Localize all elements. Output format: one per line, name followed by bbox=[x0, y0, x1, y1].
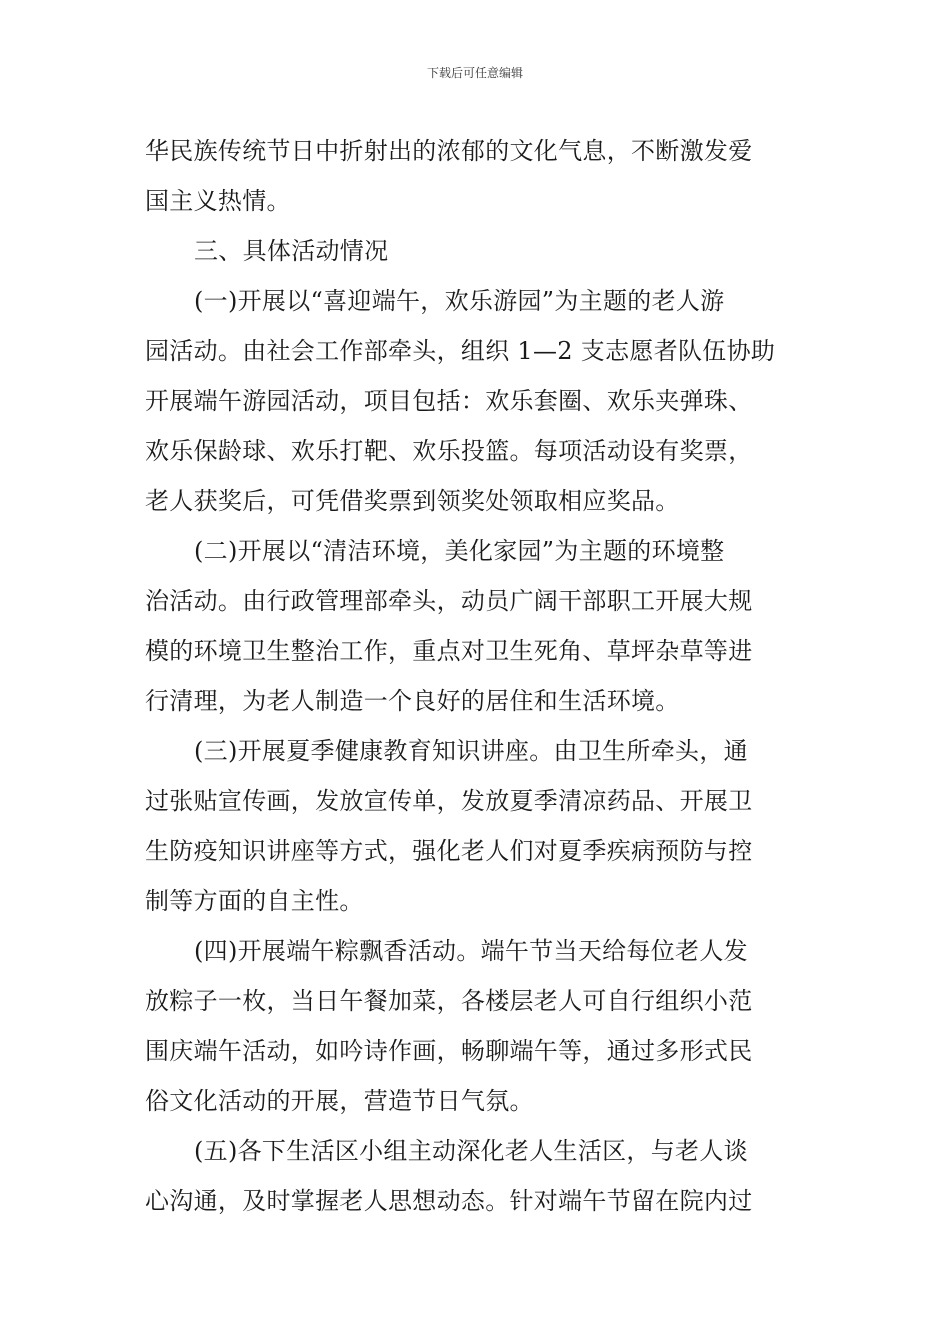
text-line: 放粽子一枚，当日午餐加菜，各楼层老人可自行组织小范 bbox=[145, 987, 753, 1015]
text-line: 制等方面的自主性。 bbox=[145, 887, 364, 915]
text-line: 过张贴宣传画，发放宣传单，发放夏季清凉药品、开展卫 bbox=[145, 787, 753, 815]
document-body bbox=[145, 126, 810, 1226]
text-line: 心沟通，及时掌握老人思想动态。针对端午节留在院内过 bbox=[145, 1187, 753, 1215]
text-line: 老人获奖后，可凭借奖票到领奖处领取相应奖品。 bbox=[145, 487, 680, 515]
text-line: 开展端午游园活动，项目包括：欢乐套圈、欢乐夹弹珠、 bbox=[145, 387, 753, 415]
text-line: (四)开展端午粽飘香活动。端午节当天给每位老人发 bbox=[194, 937, 748, 965]
text-line: (三)开展夏季健康教育知识讲座。由卫生所牵头，通 bbox=[194, 737, 748, 765]
text-line: 欢乐保龄球、欢乐打靶、欢乐投篮。每项活动设有奖票， bbox=[145, 437, 753, 465]
text-line: 华民族传统节日中折射出的浓郁的文化气息，不断激发爱 bbox=[145, 137, 753, 165]
text-line: 围庆端午活动，如吟诗作画，畅聊端午等，通过多形式民 bbox=[145, 1037, 753, 1065]
text-line: (二)开展以“清洁环境，美化家园”为主题的环境整 bbox=[194, 537, 725, 565]
text-line: 模的环境卫生整治工作，重点对卫生死角、草坪杂草等进 bbox=[145, 637, 753, 665]
text-line: 治活动。由行政管理部牵头，动员广阔干部职工开展大规 bbox=[145, 587, 753, 615]
text-line: (一)开展以“喜迎端午，欢乐游园”为主题的老人游 bbox=[194, 287, 725, 315]
text-line: 园活动。由社会工作部牵头，组织 1—2 支志愿者队伍协助 bbox=[145, 337, 776, 365]
text-line: 国主义热情。 bbox=[145, 187, 291, 215]
page-header: 下载后可任意编辑 bbox=[426, 66, 523, 80]
text-line: 行清理，为老人制造一个良好的居住和生活环境。 bbox=[145, 687, 680, 715]
text-line: (五)各下生活区小组主动深化老人生活区，与老人谈 bbox=[194, 1137, 748, 1165]
section-heading: 三、具体活动情况 bbox=[194, 237, 389, 265]
text-line: 生防疫知识讲座等方式，强化老人们对夏季疾病预防与控 bbox=[145, 837, 753, 865]
text-line: 俗文化活动的开展，营造节日气氛。 bbox=[145, 1087, 534, 1115]
